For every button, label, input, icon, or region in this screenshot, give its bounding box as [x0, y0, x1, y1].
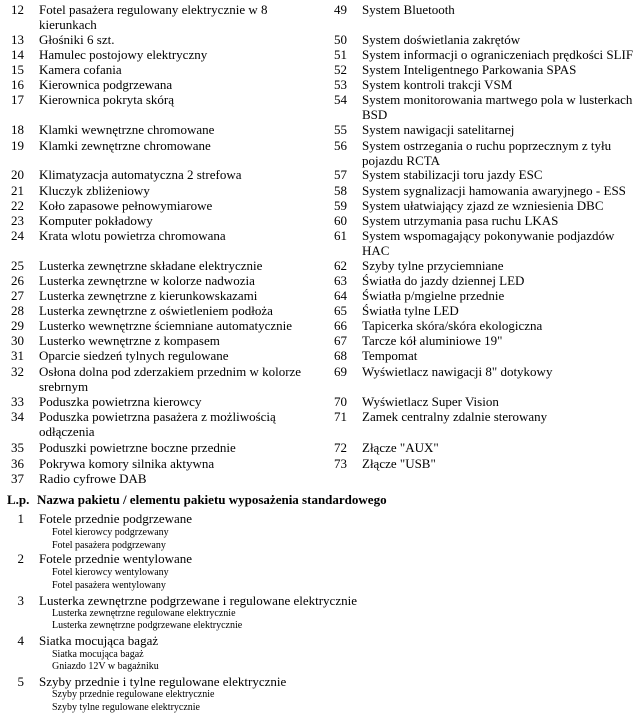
package-number: 2: [17, 551, 24, 566]
item-number: 13: [11, 32, 24, 47]
list-item: [0, 183, 319, 198]
list-item: [323, 258, 637, 273]
list-item: [0, 258, 319, 273]
list-item: [323, 92, 637, 122]
list-item: [323, 318, 637, 333]
list-item: [0, 409, 319, 439]
item-number: 31: [11, 348, 24, 363]
item-number: 15: [11, 62, 24, 77]
item-number: 68: [334, 348, 347, 363]
item-number: 60: [334, 213, 347, 228]
item-text: Lusterko wewnętrzne z kompasem: [39, 333, 220, 348]
item-number: 69: [334, 364, 347, 379]
item-number: 65: [334, 303, 347, 318]
list-item: [0, 471, 319, 486]
list-item: [0, 77, 319, 92]
item-number: 20: [11, 167, 24, 182]
list-item: [0, 122, 319, 137]
item-number: 17: [11, 92, 24, 107]
list-item: [323, 288, 637, 303]
item-text: Tarcze kół aluminiowe 19": [362, 333, 503, 348]
item-text: Wyświetlacz Super Vision: [362, 394, 499, 409]
list-item: [323, 364, 637, 379]
list-item: [0, 364, 319, 394]
item-text: Szyby tylne przyciemniane: [362, 258, 504, 273]
list-item: [323, 303, 637, 318]
item-text: System kontroli trakcji VSM: [362, 77, 513, 92]
item-text: Tempomat: [362, 348, 418, 363]
item-number: 35: [11, 440, 24, 455]
item-number: 19: [11, 138, 24, 153]
item-number: 27: [11, 288, 24, 303]
item-number: 25: [11, 258, 24, 273]
item-number: 53: [334, 77, 347, 92]
list-item: [323, 348, 637, 363]
list-item: [0, 273, 319, 288]
item-text: Poduszka powietrzna kierowcy: [39, 394, 202, 409]
item-text: System wspomagający pokonywanie podjazdów HAC: [362, 228, 615, 258]
item-number: 12: [11, 2, 24, 17]
list-item: [323, 394, 637, 409]
package-subitem: Fotel pasażera podgrzewany: [52, 540, 166, 551]
item-number: 73: [334, 456, 347, 471]
item-text: System doświetlania zakrętów: [362, 32, 521, 47]
item-text: Krata wlotu powietrza chromowana: [39, 228, 226, 243]
list-item: [323, 183, 637, 198]
item-text: Osłona dolna pod zderzakiem przednim w kolorze srebrnym: [39, 364, 302, 394]
item-text: Kluczyk zbliżeniowy: [39, 183, 150, 198]
item-number: 56: [334, 138, 347, 153]
item-text: Kamera cofania: [39, 62, 122, 77]
item-text: Radio cyfrowe DAB: [39, 471, 147, 486]
item-text: Koło zapasowe pełnowymiarowe: [39, 198, 213, 213]
item-text: System monitorowania martwego pola w lusterkach BSD: [362, 92, 633, 122]
item-text: Światła tylne LED: [362, 303, 459, 318]
list-item: [323, 122, 637, 137]
package-subitem: Siatka mocująca bagaż: [52, 649, 144, 660]
list-item: [323, 456, 637, 471]
item-number: 23: [11, 213, 24, 228]
package-subitem: Fotel kierowcy podgrzewany: [52, 527, 169, 538]
item-text: System Inteligentnego Parkowania SPAS: [362, 62, 577, 77]
item-number: 59: [334, 198, 347, 213]
package-row: [0, 674, 599, 689]
item-text: Poduszka powietrzna pasażera z możliwością odłączenia: [39, 409, 276, 439]
list-item: [323, 77, 637, 92]
item-text: System sygnalizacji hamowania awaryjnego - ESS: [362, 183, 626, 198]
list-item: [0, 333, 319, 348]
item-number: 32: [11, 364, 24, 379]
list-item: [0, 167, 319, 182]
package-subitem: Szyby tylne regulowane elektrycznie: [52, 702, 200, 713]
item-text: Fotel pasażera regulowany elektrycznie w 8 kierunkach: [39, 2, 268, 32]
item-text: Zamek centralny zdalnie sterowany: [362, 409, 548, 424]
item-number: 14: [11, 47, 24, 62]
list-item: [323, 440, 637, 455]
item-text: Lusterka zewnętrzne w kolorze nadwozia: [39, 273, 255, 288]
item-number: 66: [334, 318, 347, 333]
list-item: [323, 273, 637, 288]
list-item: [323, 138, 637, 168]
item-text: Lusterka zewnętrzne z oświetleniem podłoża: [39, 303, 273, 318]
item-number: 51: [334, 47, 347, 62]
item-number: 22: [11, 198, 24, 213]
list-item: [0, 32, 319, 47]
item-number: 49: [334, 2, 347, 17]
list-item: [0, 348, 319, 363]
package-name: Fotele przednie wentylowane: [39, 551, 193, 566]
item-number: 33: [11, 394, 24, 409]
list-item: [0, 303, 319, 318]
item-text: System Bluetooth: [362, 2, 455, 17]
package-number: 5: [17, 674, 24, 689]
packages-header: [7, 492, 387, 507]
item-number: 21: [11, 183, 24, 198]
package-row: [0, 551, 599, 566]
item-number: 57: [334, 167, 347, 182]
item-number: 63: [334, 273, 347, 288]
item-number: 29: [11, 318, 24, 333]
item-text: System nawigacji satelitarnej: [362, 122, 515, 137]
item-text: Złącze "USB": [362, 456, 436, 471]
list-item: [0, 198, 319, 213]
package-subitem: Gniazdo 12V w bagażniku: [52, 661, 159, 672]
item-text: Lusterka zewnętrzne składane elektrycznie: [39, 258, 263, 273]
list-item: [0, 62, 319, 77]
package-row: [0, 511, 599, 526]
item-text: Głośniki 6 szt.: [39, 32, 115, 47]
item-number: 18: [11, 122, 24, 137]
item-text: System ułatwiający zjazd ze wzniesienia DBC: [362, 198, 604, 213]
item-text: Komputer pokładowy: [39, 213, 153, 228]
item-text: Światła p/mgielne przednie: [362, 288, 505, 303]
item-text: Lusterka zewnętrzne z kierunkowskazami: [39, 288, 258, 303]
list-item: [0, 288, 319, 303]
list-item: [323, 2, 637, 17]
item-number: 28: [11, 303, 24, 318]
item-text: System informacji o ograniczeniach prędkości SLIF: [362, 47, 634, 62]
item-number: 36: [11, 456, 24, 471]
item-number: 26: [11, 273, 24, 288]
list-item: [323, 167, 637, 182]
item-text: Klamki zewnętrzne chromowane: [39, 138, 211, 153]
package-number: 3: [17, 593, 24, 608]
item-number: 50: [334, 32, 347, 47]
list-item: [323, 32, 637, 47]
list-item: [0, 47, 319, 62]
item-number: 55: [334, 122, 347, 137]
item-number: 71: [334, 409, 347, 424]
item-number: 54: [334, 92, 347, 107]
list-item: [323, 333, 637, 348]
list-item: [323, 198, 637, 213]
item-number: 70: [334, 394, 347, 409]
item-text: Kierownica podgrzewana: [39, 77, 173, 92]
item-number: 52: [334, 62, 347, 77]
item-number: 64: [334, 288, 347, 303]
item-text: Hamulec postojowy elektryczny: [39, 47, 208, 62]
list-item: [0, 228, 319, 243]
list-item: [323, 228, 637, 258]
list-item: [323, 47, 637, 62]
list-item: [0, 394, 319, 409]
item-text: System utrzymania pasa ruchu LKAS: [362, 213, 559, 228]
package-subitem: Fotel pasażera wentylowany: [52, 580, 166, 591]
lp-column-header: L.p.: [7, 492, 30, 507]
item-number: 58: [334, 183, 347, 198]
package-row: [0, 593, 599, 608]
list-item: [0, 440, 319, 455]
list-item: [323, 409, 637, 424]
item-text: Tapicerka skóra/skóra ekologiczna: [362, 318, 543, 333]
package-name: Siatka mocująca bagaż: [39, 633, 159, 648]
item-number: 67: [334, 333, 347, 348]
item-number: 37: [11, 471, 24, 486]
package-name: Lusterka zewnętrzne podgrzewane i regulowane elektrycznie: [39, 593, 357, 608]
list-item: [0, 213, 319, 228]
item-text: Oparcie siedzeń tylnych regulowane: [39, 348, 229, 363]
item-text: Złącze "AUX": [362, 440, 439, 455]
package-subitem: Lusterka zewnętrzne regulowane elektrycznie: [52, 608, 236, 619]
package-subitem: Lusterka zewnętrzne podgrzewane elektrycznie: [52, 620, 243, 631]
item-number: 30: [11, 333, 24, 348]
item-number: 24: [11, 228, 24, 243]
item-text: Poduszki powietrzne boczne przednie: [39, 440, 236, 455]
list-item: [0, 318, 319, 333]
item-number: 62: [334, 258, 347, 273]
package-name: Fotele przednie podgrzewane: [39, 511, 193, 526]
packages-title: Nazwa pakietu / elementu pakietu wyposażenia standardowego: [37, 492, 387, 507]
list-item: [323, 213, 637, 228]
package-subitem: Szyby przednie regulowane elektrycznie: [52, 689, 215, 700]
item-number: 16: [11, 77, 24, 92]
package-row: [0, 633, 599, 648]
item-number: 34: [11, 409, 24, 424]
item-number: 72: [334, 440, 347, 455]
item-text: Wyświetlacz nawigacji 8" dotykowy: [362, 364, 553, 379]
list-item: [0, 2, 319, 32]
item-text: Kierownica pokryta skórą: [39, 92, 175, 107]
package-name: Szyby przednie i tylne regulowane elektrycznie: [39, 674, 287, 689]
item-text: Światła do jazdy dziennej LED: [362, 273, 525, 288]
item-text: System stabilizacji toru jazdy ESC: [362, 167, 543, 182]
item-text: Pokrywa komory silnika aktywna: [39, 456, 215, 471]
package-number: 4: [17, 633, 24, 648]
item-text: System ostrzegania o ruchu poprzecznym z tyłu pojazdu RCTA: [362, 138, 612, 168]
item-number: 61: [334, 228, 347, 243]
list-item: [0, 92, 319, 107]
item-text: Lusterko wewnętrzne ściemniane automatycznie: [39, 318, 293, 333]
item-text: Klimatyzacja automatyczna 2 strefowa: [39, 167, 242, 182]
item-text: Klamki wewnętrzne chromowane: [39, 122, 215, 137]
list-item: [0, 456, 319, 471]
package-number: 1: [17, 511, 24, 526]
list-item: [323, 62, 637, 77]
package-subitem: Fotel kierowcy wentylowany: [52, 567, 169, 578]
list-item: [0, 138, 319, 153]
